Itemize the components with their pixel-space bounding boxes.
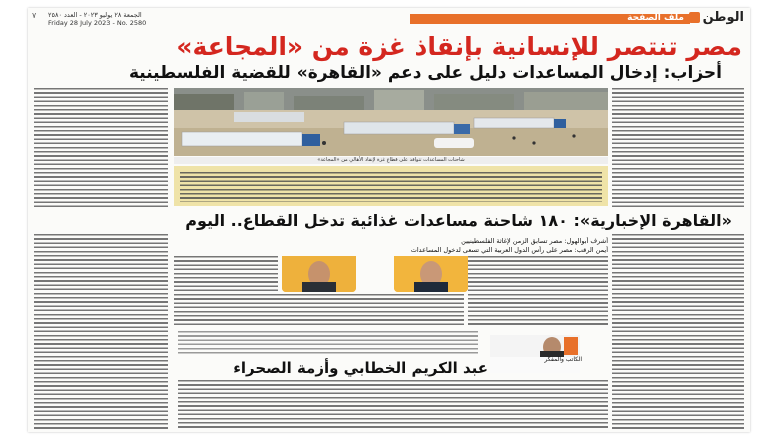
text-column-right bbox=[612, 88, 744, 208]
text-column-mid-left bbox=[174, 256, 278, 294]
author-label: الكاتب والمفكر bbox=[544, 356, 582, 363]
aid-trucks-photo bbox=[174, 88, 608, 156]
lead-2: أيمن الرقب: مصر على رأس الدول العربية التي تسعى لدخول المساعدات bbox=[410, 246, 608, 254]
person-photo-icon bbox=[394, 256, 468, 292]
dateline bbox=[48, 11, 146, 27]
text-column-left-lower bbox=[34, 234, 168, 429]
text-column-mid-right bbox=[468, 256, 608, 326]
section-headline: «القاهرة الإخبارية»: ١٨٠ شاحنة مساعدات غذائية تدخل القطاع.. اليوم bbox=[185, 211, 732, 230]
person-photo-icon bbox=[282, 256, 356, 292]
newspaper-page bbox=[28, 8, 750, 432]
highlight-box bbox=[174, 166, 608, 206]
lead-text-1 bbox=[174, 237, 608, 245]
page-number: ٧ bbox=[32, 11, 37, 20]
logo-mark-icon bbox=[689, 12, 700, 23]
opinion-body bbox=[178, 380, 608, 430]
main-photo bbox=[174, 88, 608, 156]
date-english: Friday 28 July 2023 - No. 2580 bbox=[48, 19, 147, 27]
main-headline: مصر تنتصر للإنسانية بإنقاذ غزة من «المجاعة» bbox=[176, 32, 742, 61]
text-column-left bbox=[34, 88, 168, 208]
date-arabic: الجمعة ٢٨ يوليو ٢٠٢٣ - العدد ٢٥٨٠ bbox=[48, 11, 142, 19]
lead-1: أشرف أبوالهول: مصر تسابق الزمن لإغاثة الفلسطينيين bbox=[461, 237, 608, 245]
author-portrait-icon bbox=[490, 335, 580, 357]
text-column-right-lower bbox=[612, 234, 744, 429]
text-column-mid-center bbox=[174, 294, 464, 326]
portrait-right bbox=[394, 256, 468, 292]
portrait-left bbox=[282, 256, 356, 292]
newspaper-logo bbox=[689, 10, 744, 25]
photo-caption: شاحنات المساعدات تتوافد على قطاع غزة لإنقاذ الأهالي من «المجاعة» bbox=[174, 157, 608, 164]
author-photo bbox=[490, 335, 580, 373]
opinion-intro bbox=[178, 331, 478, 355]
sub-headline: أحزاب: إدخال المساعدات دليل على دعم «القاهرة» للقضية الفلسطينية bbox=[128, 63, 722, 83]
column-headline: عبد الكريم الخطابي وأزمة الصحراء bbox=[233, 359, 488, 377]
section-label: ملف الصفحة bbox=[627, 13, 684, 23]
masthead-bar bbox=[28, 8, 750, 30]
logo-text: الوطن bbox=[702, 10, 744, 25]
section-tag bbox=[410, 14, 690, 24]
lead-text-2 bbox=[174, 246, 608, 254]
